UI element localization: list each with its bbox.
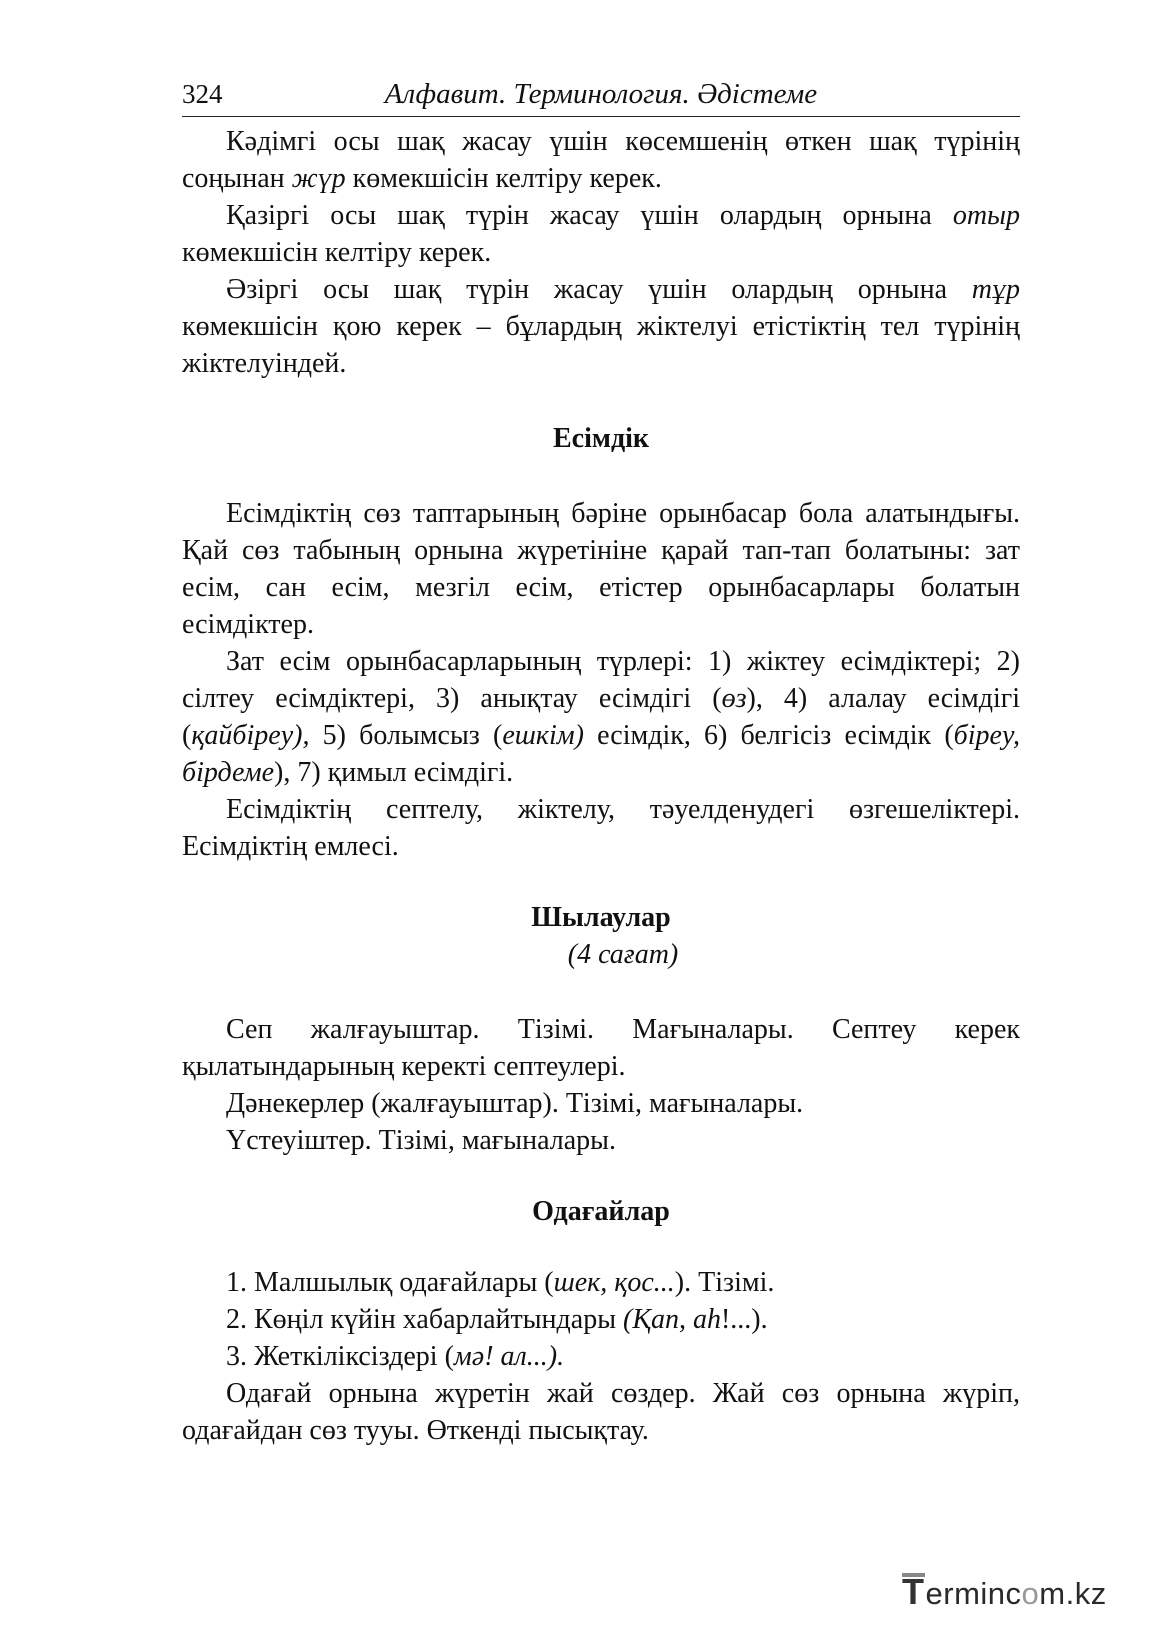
list-item: 3. Жеткіліксіздері (мә! ал...). [226,1341,565,1372]
section-heading-interjections: Одағайлар [532,1196,670,1227]
site-watermark: Termincom.kz [902,1571,1107,1612]
watermark-logo-letter: T [902,1571,925,1612]
paragraph: Сеп жалғауыштар. Тізімі. Мағыналары. Септеу керек қылатындарының керекті септеулері. [182,1014,1020,1082]
page-content [182,123,1020,1449]
paragraph: Зат есім орынбасарларының түрлері: 1) жіктеу есімдіктері; 2) сілтеу есімдіктері, 3) анықтау есімдігі (өз), 4) алалау есімдігі (қайбіреу), 5) болымсыз (ешкім) есімдік, 6) белгісіз есімдік (біреу, бірдеме), 7) қимыл есімдігі. [182,646,1020,788]
paragraph: Есімдіктің сөз таптарының бәріне орынбасар бола алатындығы. Қай сөз табының орнына жүретініне қарай тап-тап болатыны: зат есім, сан есім, мезгіл есім, етістер орынбасарлары болатын есімдіктер. [182,498,1020,640]
paragraph: Қазіргі осы шақ түрін жасау үшін олардың орнына отыр көмекшісін келтіру керек. [182,200,1020,268]
paragraph: Үстеуіштер. Тізімі, мағыналары. [226,1125,616,1156]
paragraph: Дәнекерлер (жалғауыштар). Тізімі, мағыналары. [226,1088,804,1119]
list-item: 1. Малшылық одағайлары (шек, қос...). Тізімі. [226,1267,775,1298]
paragraph: Одағай орнына жүретін жай сөздер. Жай сөз орнына жүріп, одағайдан сөз тууы. Өткенді пысықтау. [182,1378,1020,1446]
paragraph: Әзіргі осы шақ түрін жасау үшін олардың орнына тұр көмекшісін қою керек – бұлардың жіктелуі етістіктің тел түрінің жіктелуіндей. [182,274,1020,379]
paragraph: Кәдімгі осы шақ жасау үшін көсемшенің өткен шақ түрінің соңынан жүр көмекшісін келтіру керек. [182,126,1020,194]
section-heading-particles: Шылаулар [531,902,671,933]
paragraph: Есімдіктің септелу, жіктелу, тәуелденудегі өзгешеліктері. Есімдіктің емлесі. [182,794,1020,862]
magnifier-icon: o [1021,1576,1040,1611]
page-header [182,78,1020,117]
running-title: Алфавит. Терминология. Әдістеме [384,78,818,110]
section-heading-pronoun: Есімдік [552,423,650,454]
document-page [182,78,1020,1449]
list-item: 2. Көңіл күйін хабарлайтындары (Қап, аһ!...). [226,1304,768,1335]
section-subheading: (4 сағат) [567,939,679,970]
page-number: 324 [182,79,223,109]
